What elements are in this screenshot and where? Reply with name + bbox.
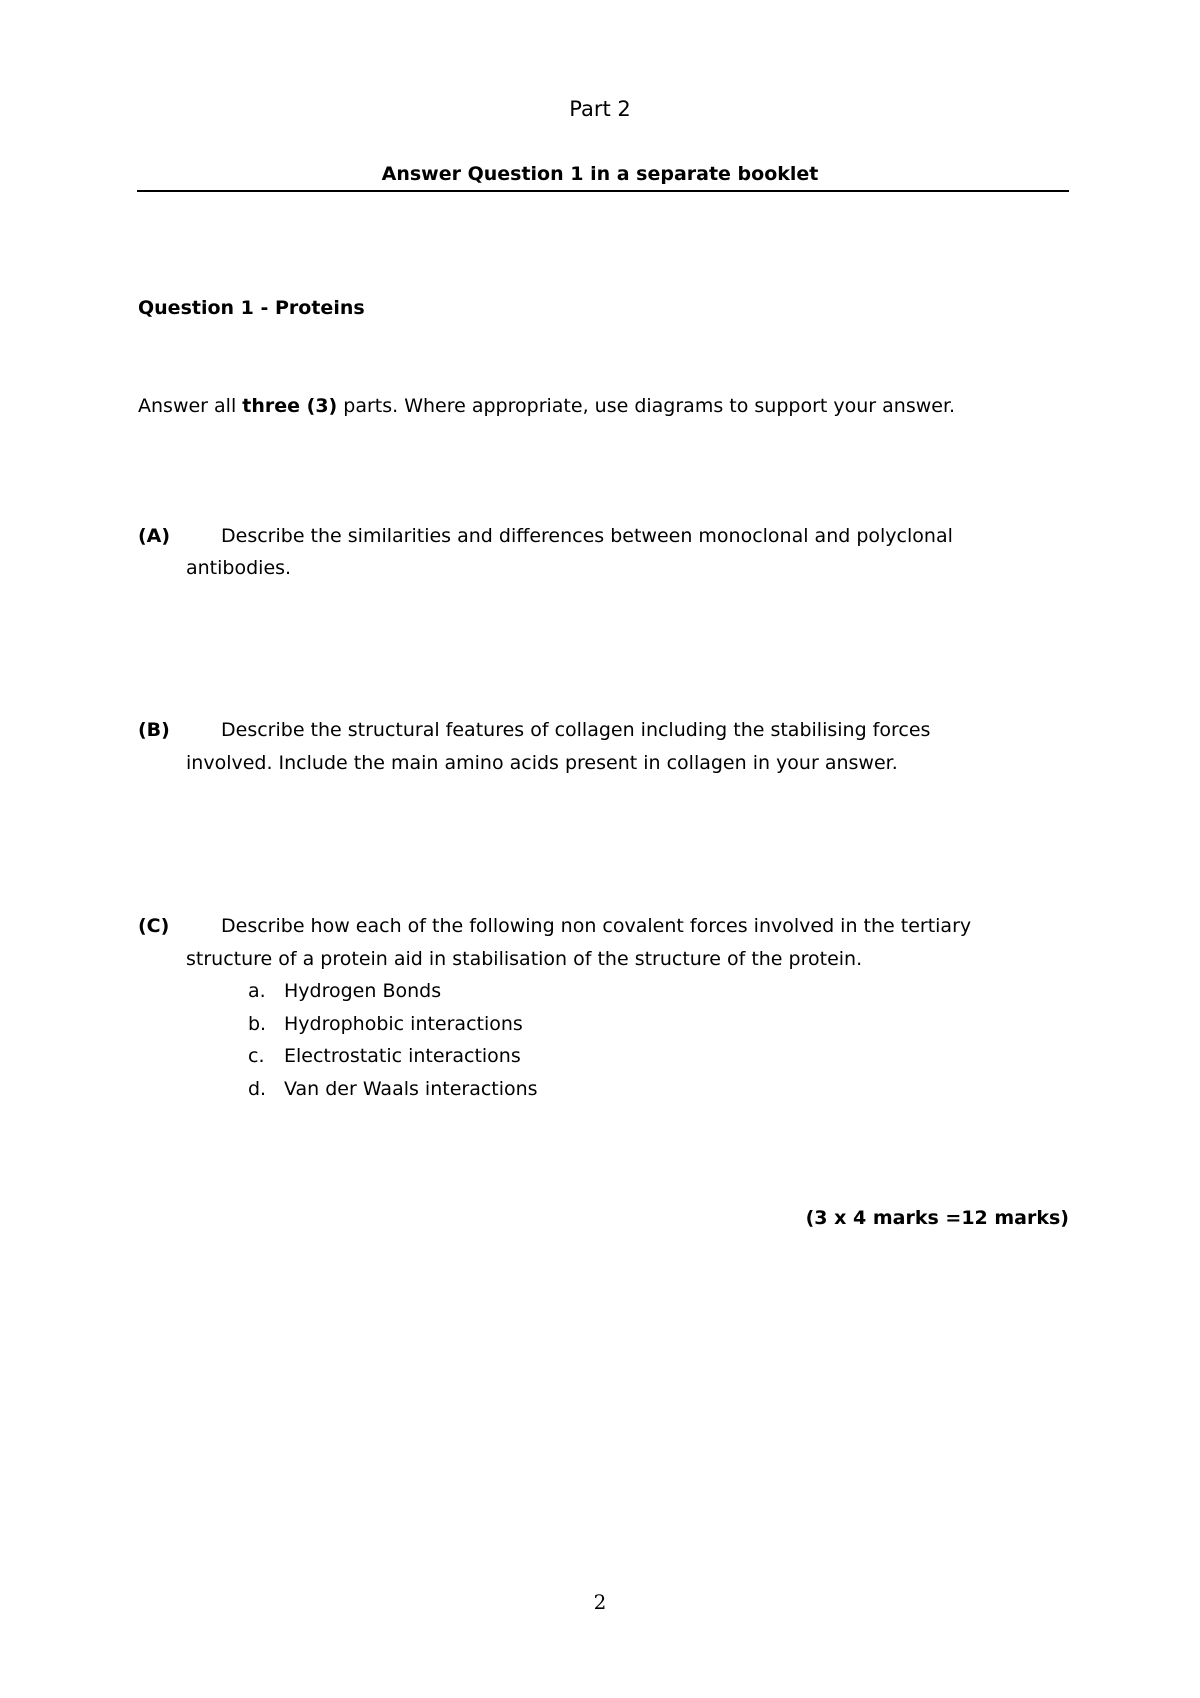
header-rule: [137, 190, 1069, 192]
part-b-label: (B): [138, 719, 170, 741]
intro-prefix: Answer all: [138, 395, 243, 417]
part-c-line1: Describe how each of the following non covalent forces involved in the tertiary: [221, 915, 972, 937]
answer-instruction: Answer Question 1 in a separate booklet: [381, 163, 819, 185]
subitem-letter: b.: [248, 1013, 267, 1035]
part-a-label: (A): [138, 525, 171, 547]
part-title: Part 2: [569, 97, 631, 121]
subitem-text: Electrostatic interactions: [284, 1045, 521, 1067]
part-c-line2: structure of a protein aid in stabilisation of the structure of the protein.: [186, 948, 863, 970]
marks-total: (3 x 4 marks =12 marks): [805, 1207, 1069, 1229]
intro-suffix: parts. Where appropriate, use diagrams to support your answer.: [337, 395, 956, 417]
part-c-label: (C): [138, 915, 170, 937]
intro-bold: three (3): [242, 395, 338, 417]
subitem-text: Hydrophobic interactions: [284, 1013, 523, 1035]
part-a-line2: antibodies.: [186, 557, 292, 579]
subitem-letter: c.: [248, 1045, 265, 1067]
part-a-line1: Describe the similarities and differences between monoclonal and polyclonal: [221, 525, 953, 547]
part-b-line1: Describe the structural features of collagen including the stabilising forces: [221, 719, 931, 741]
subitem-letter: d.: [248, 1078, 267, 1100]
subitem-letter: a.: [248, 980, 266, 1002]
page-number: 2: [593, 1590, 607, 1614]
subitem-text: Van der Waals interactions: [284, 1078, 538, 1100]
question-intro: [138, 395, 955, 417]
subitem-text: Hydrogen Bonds: [284, 980, 442, 1002]
part-b-line2: involved. Include the main amino acids present in collagen in your answer.: [186, 752, 898, 774]
question-title: Question 1 - Proteins: [138, 297, 365, 319]
